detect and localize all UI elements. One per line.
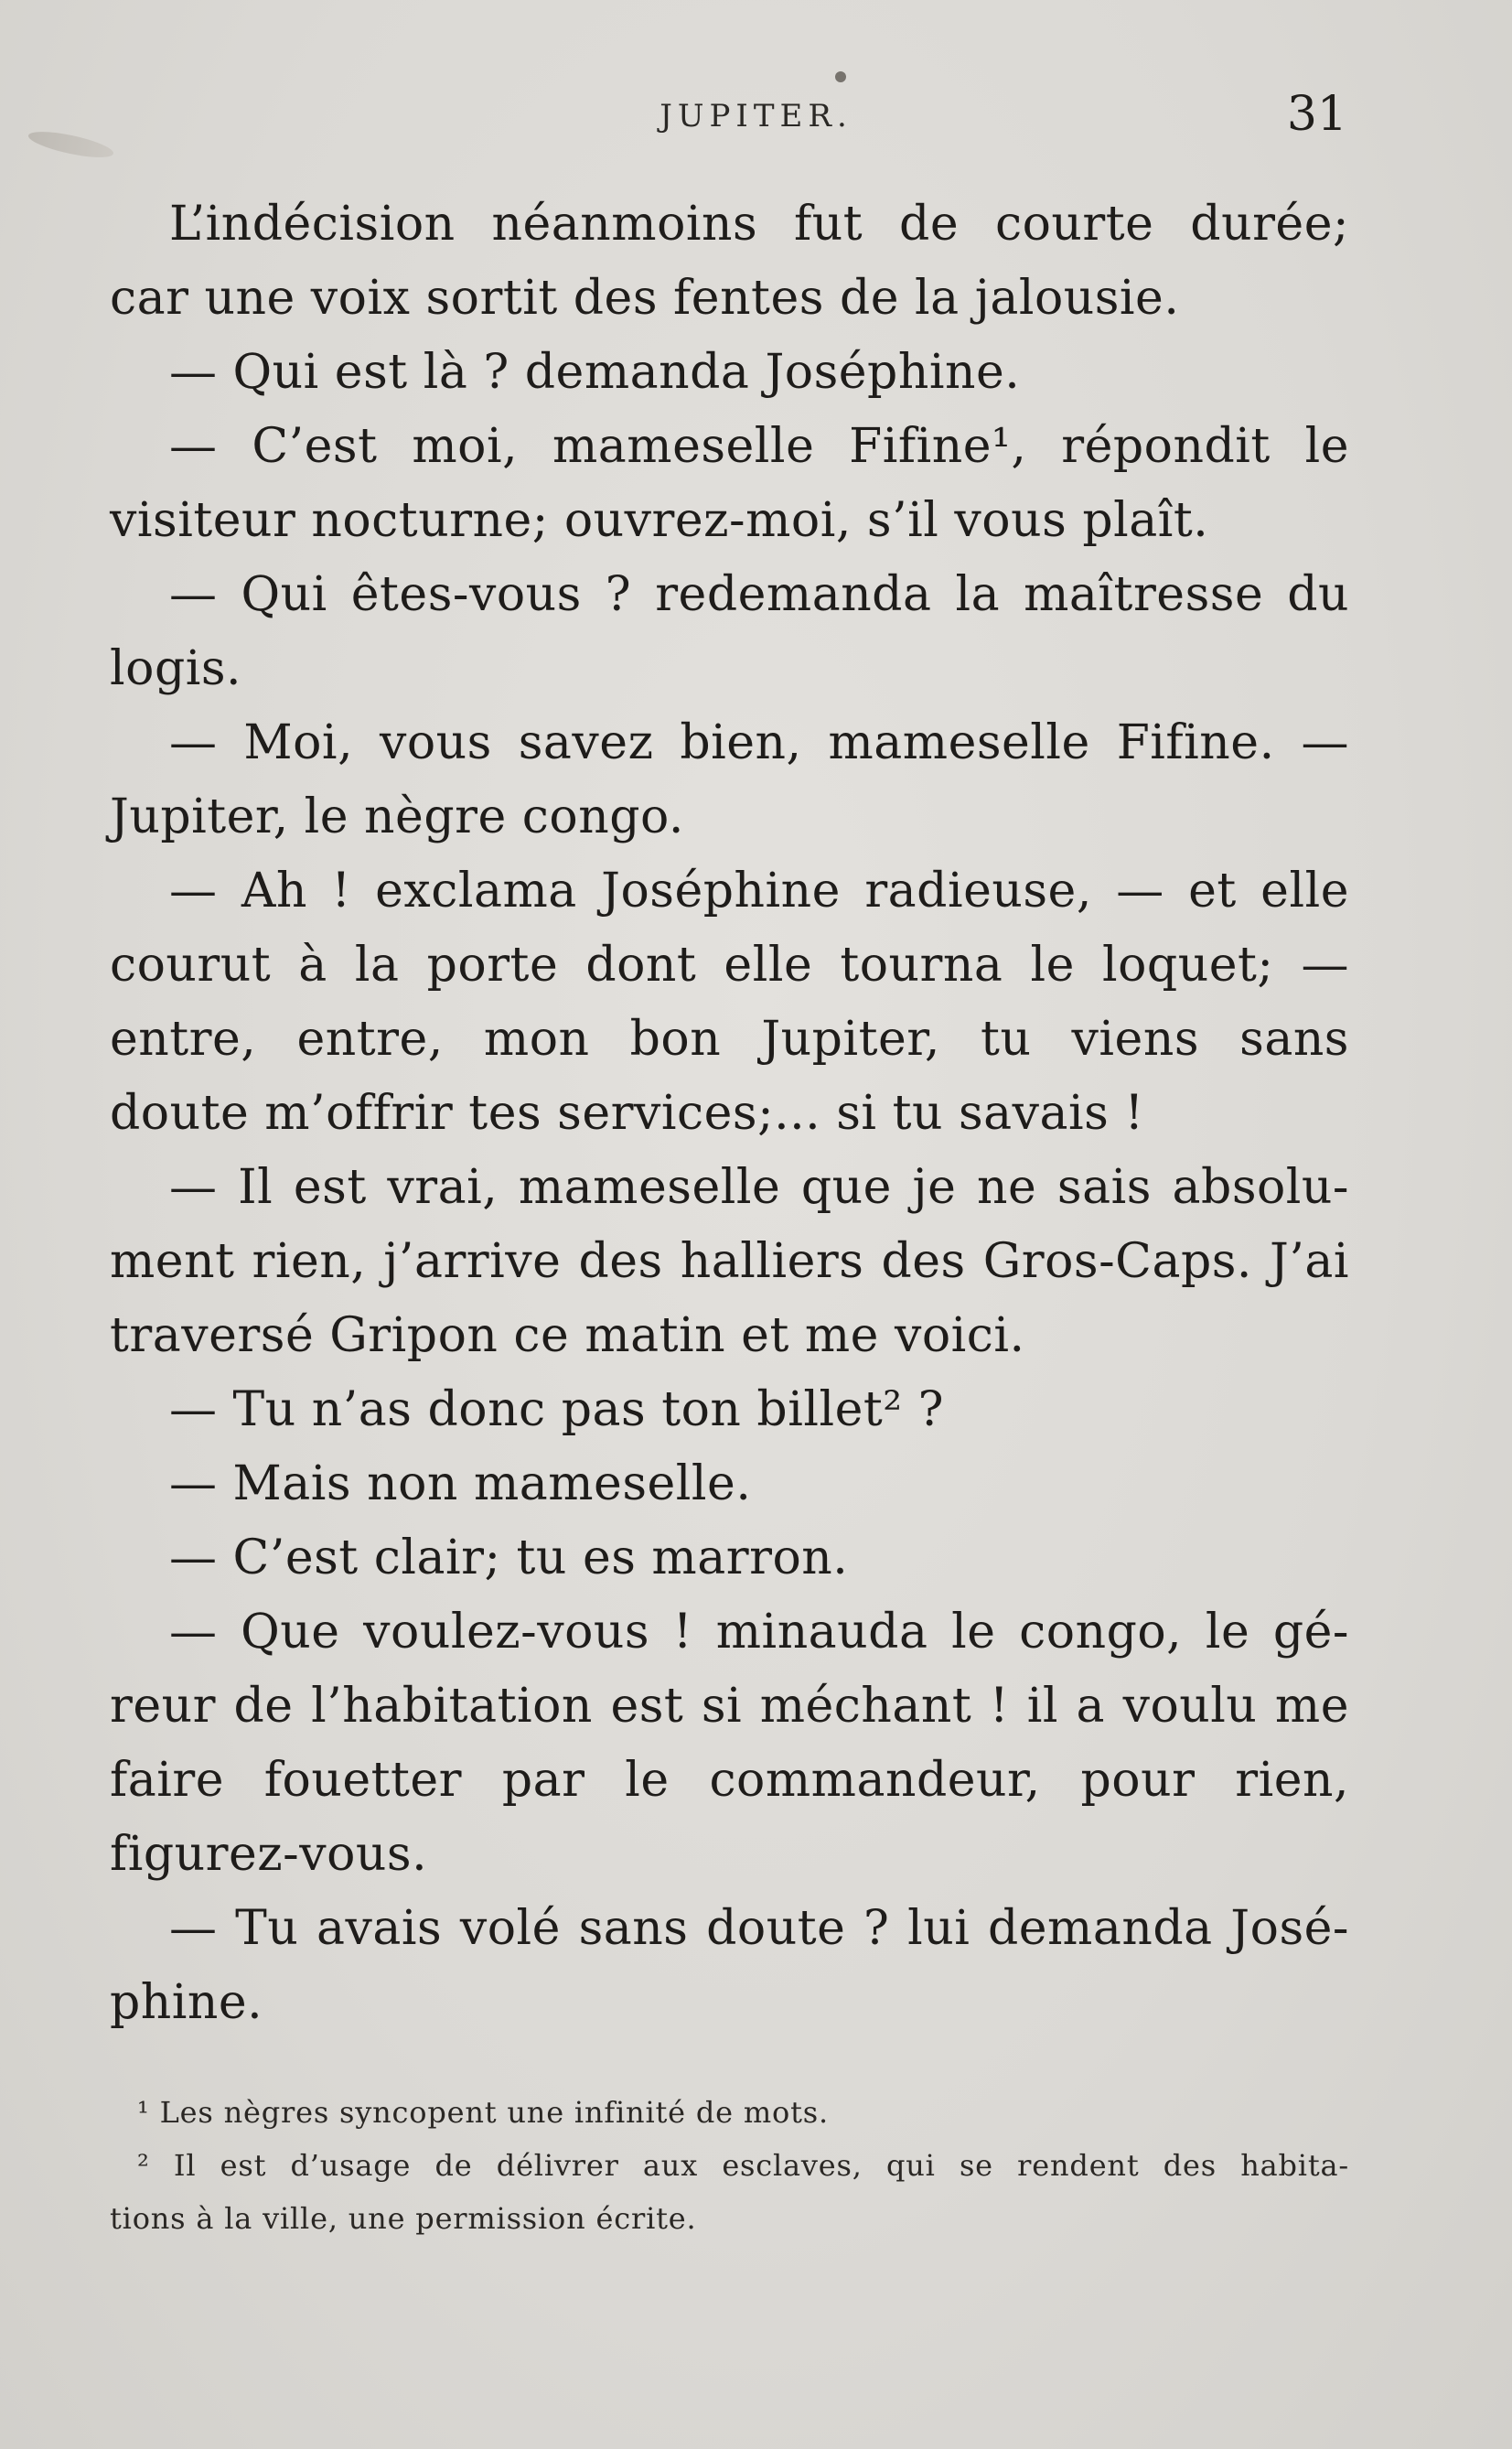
text-line: — Ah ! exclama Joséphine radieuse, — et elle — [169, 864, 1349, 918]
text-line: — Que voulez-vous ! minauda le congo, le gé- — [169, 1605, 1349, 1660]
text-line: Jupiter, le nègre congo. — [110, 789, 684, 844]
text-line: — Moi, vous savez bien, mameselle Fifine. — — [169, 715, 1349, 770]
footnotes — [110, 2086, 1349, 2245]
footnote-2-continued: tions à la ville, une permission écrite. — [110, 2201, 697, 2236]
text-line: logis. — [110, 641, 242, 696]
footnote-1: ¹ Les nègres syncopent une infinité de mots. — [137, 2095, 829, 2130]
text-line: — Mais non mameselle. — [169, 1456, 752, 1511]
text-line: entre, entre, mon bon Jupiter, tu viens sans — [110, 1012, 1349, 1067]
text-line: — Tu avais volé sans doute ? lui demanda José- — [169, 1901, 1349, 1956]
text-line: L’indécision néanmoins fut de courte durée; — [169, 197, 1349, 252]
text-line: — C’est clair; tu es marron. — [169, 1531, 849, 1585]
ink-dot — [835, 71, 846, 82]
text-line: traversé Gripon ce matin et me voici. — [110, 1308, 1025, 1363]
text-line: — Qui est là ? demanda Joséphine. — [169, 345, 1021, 400]
text-line: doute m’offrir tes services;... si tu savais ! — [110, 1086, 1144, 1141]
text-line: — Tu n’as donc pas ton billet² ? — [169, 1382, 945, 1437]
running-title: JUPITER. — [659, 98, 853, 134]
text-line: faire fouetter par le commandeur, pour rien, — [110, 1753, 1349, 1808]
text-line: — C’est moi, mameselle Fifine¹, répondit le — [169, 419, 1349, 474]
body-text — [110, 188, 1349, 2040]
footnote-2: ² Il est d’usage de délivrer aux esclaves, qui se rendent des habita- — [137, 2148, 1349, 2183]
text-line: phine. — [110, 1975, 263, 2030]
text-line: — Il est vrai, mameselle que je ne sais absolu- — [169, 1160, 1349, 1215]
text-line: courut à la porte dont elle tourna le loquet; — — [110, 938, 1349, 993]
text-line: reur de l’habitation est si méchant ! il a voulu me — [110, 1679, 1349, 1734]
text-line: figurez-vous. — [110, 1827, 428, 1882]
text-line: visiteur nocturne; ouvrez-moi, s’il vous plaît. — [110, 493, 1209, 548]
page-number: 31 — [1286, 87, 1347, 142]
text-line: — Qui êtes-vous ? redemanda la maîtresse du — [169, 567, 1349, 622]
page-header — [0, 87, 1512, 151]
text-line: ment rien, j’arrive des halliers des Gros-Caps. J’ai — [110, 1234, 1349, 1289]
text-line: car une voix sortit des fentes de la jalousie. — [110, 271, 1180, 326]
